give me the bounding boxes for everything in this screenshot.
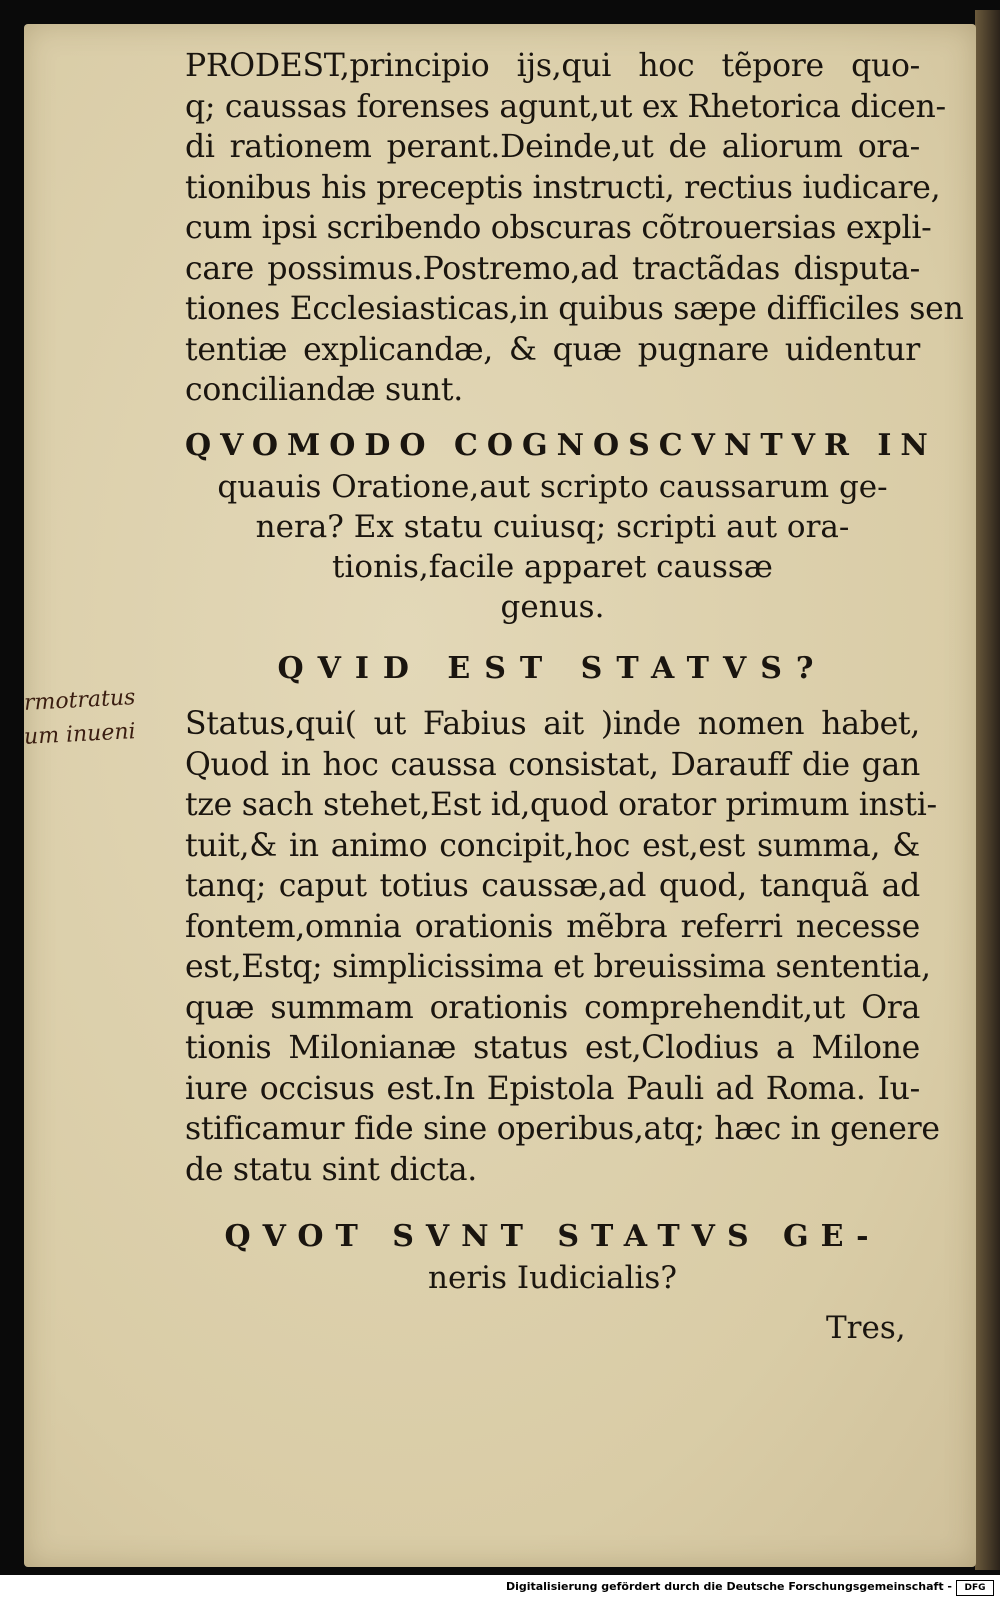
heading-quid-est-status-text: QVID EST STATVS? — [277, 651, 828, 686]
dfg-logo: DFG — [956, 1580, 994, 1596]
heading-quomodo-line: genus. — [500, 589, 605, 625]
heading-quomodo-line: nera? Ex statu cuiusq; scripti aut ora- — [255, 509, 850, 545]
heading-quid-est-status — [185, 648, 920, 690]
paragraph-status — [185, 704, 940, 1190]
paragraph-intro-line: tiones Ecclesiasticas,in quibus sæpe difficiles sen — [185, 291, 964, 327]
paragraph-intro-line: di rationem perant.Deinde,ut de aliorum ora- — [185, 129, 920, 165]
paragraph-status-line: tuit,& in animo concipit,hoc est,est summa, & — [185, 827, 920, 864]
paragraph-status-line: de statu sint dicta. — [185, 1151, 477, 1188]
paragraph-intro-line: conciliandæ sunt. — [185, 372, 463, 408]
catchword: Tres, — [826, 1310, 906, 1346]
paragraph-status-line: quæ summam orationis comprehendit,ut Ora — [185, 989, 920, 1026]
paragraph-status-line: fontem,omnia orationis mẽbra referri necesse — [185, 908, 920, 945]
paragraph-status-line: Quod in hoc caussa consistat, Darauff die gan — [185, 746, 920, 783]
paragraph-status-line: tze sach stehet,Est id,quod orator primum insti- — [185, 787, 937, 823]
paragraph-status-line: tanq; caput totius caussæ,ad quod, tanquã ad — [185, 868, 920, 904]
heading-quomodo-caps: QVOMODO COGNOSCVNTVR IN — [185, 428, 937, 463]
paragraph-status-line: Status,qui( ut Fabius ait )inde nomen habet, — [185, 706, 920, 742]
paragraph-intro-line: PRODEST,principio ijs,qui hoc tẽpore quo- — [185, 48, 920, 84]
paragraph-intro — [185, 46, 964, 411]
heading-quomodo-line: quauis Oratione,aut scripto caussarum ge- — [217, 469, 888, 505]
margin-note-line-1: rmotratus — [23, 685, 136, 716]
digitization-credit: Digitalisierung gefördert durch die Deutsche Forschungsgemeinschaft - — [0, 1575, 1000, 1599]
heading-quomodo — [185, 425, 937, 627]
paragraph-status-line: stificamur fide sine operibus,atq; hæc in genere — [185, 1111, 940, 1147]
heading-quot-sunt — [185, 1216, 920, 1298]
paragraph-intro-line: care possimus.Postremo,ad tractãdas disputa- — [185, 250, 920, 287]
paragraph-status-line: est,Estq; simplicissima et breuissima sententia, — [185, 949, 931, 985]
paragraph-status-line: tionis Milonianæ status est,Clodius a Milone — [185, 1030, 920, 1066]
heading-quot-sunt-sub: neris Iudicialis? — [428, 1260, 677, 1296]
margin-note-line-2: um inueni — [23, 719, 137, 750]
heading-quot-sunt-caps: QVOT SVNT STATVS GE- — [224, 1219, 881, 1254]
paragraph-status-line: iure occisus est.In Epistola Pauli ad Roma. Iu- — [185, 1070, 920, 1107]
book-spine — [975, 10, 1000, 1570]
heading-quomodo-line: tionis,facile apparet caussæ — [332, 549, 773, 585]
paragraph-intro-line: tionibus his preceptis instructi, rectius iudicare, — [185, 169, 941, 206]
paragraph-intro-line: tentiæ explicandæ, & quæ pugnare uidentur — [185, 331, 920, 368]
paragraph-intro-line: cum ipsi scribendo obscuras cõtrouersias expli- — [185, 210, 932, 246]
paragraph-intro-line: q; caussas forenses agunt,ut ex Rhetorica dicen- — [185, 88, 946, 125]
